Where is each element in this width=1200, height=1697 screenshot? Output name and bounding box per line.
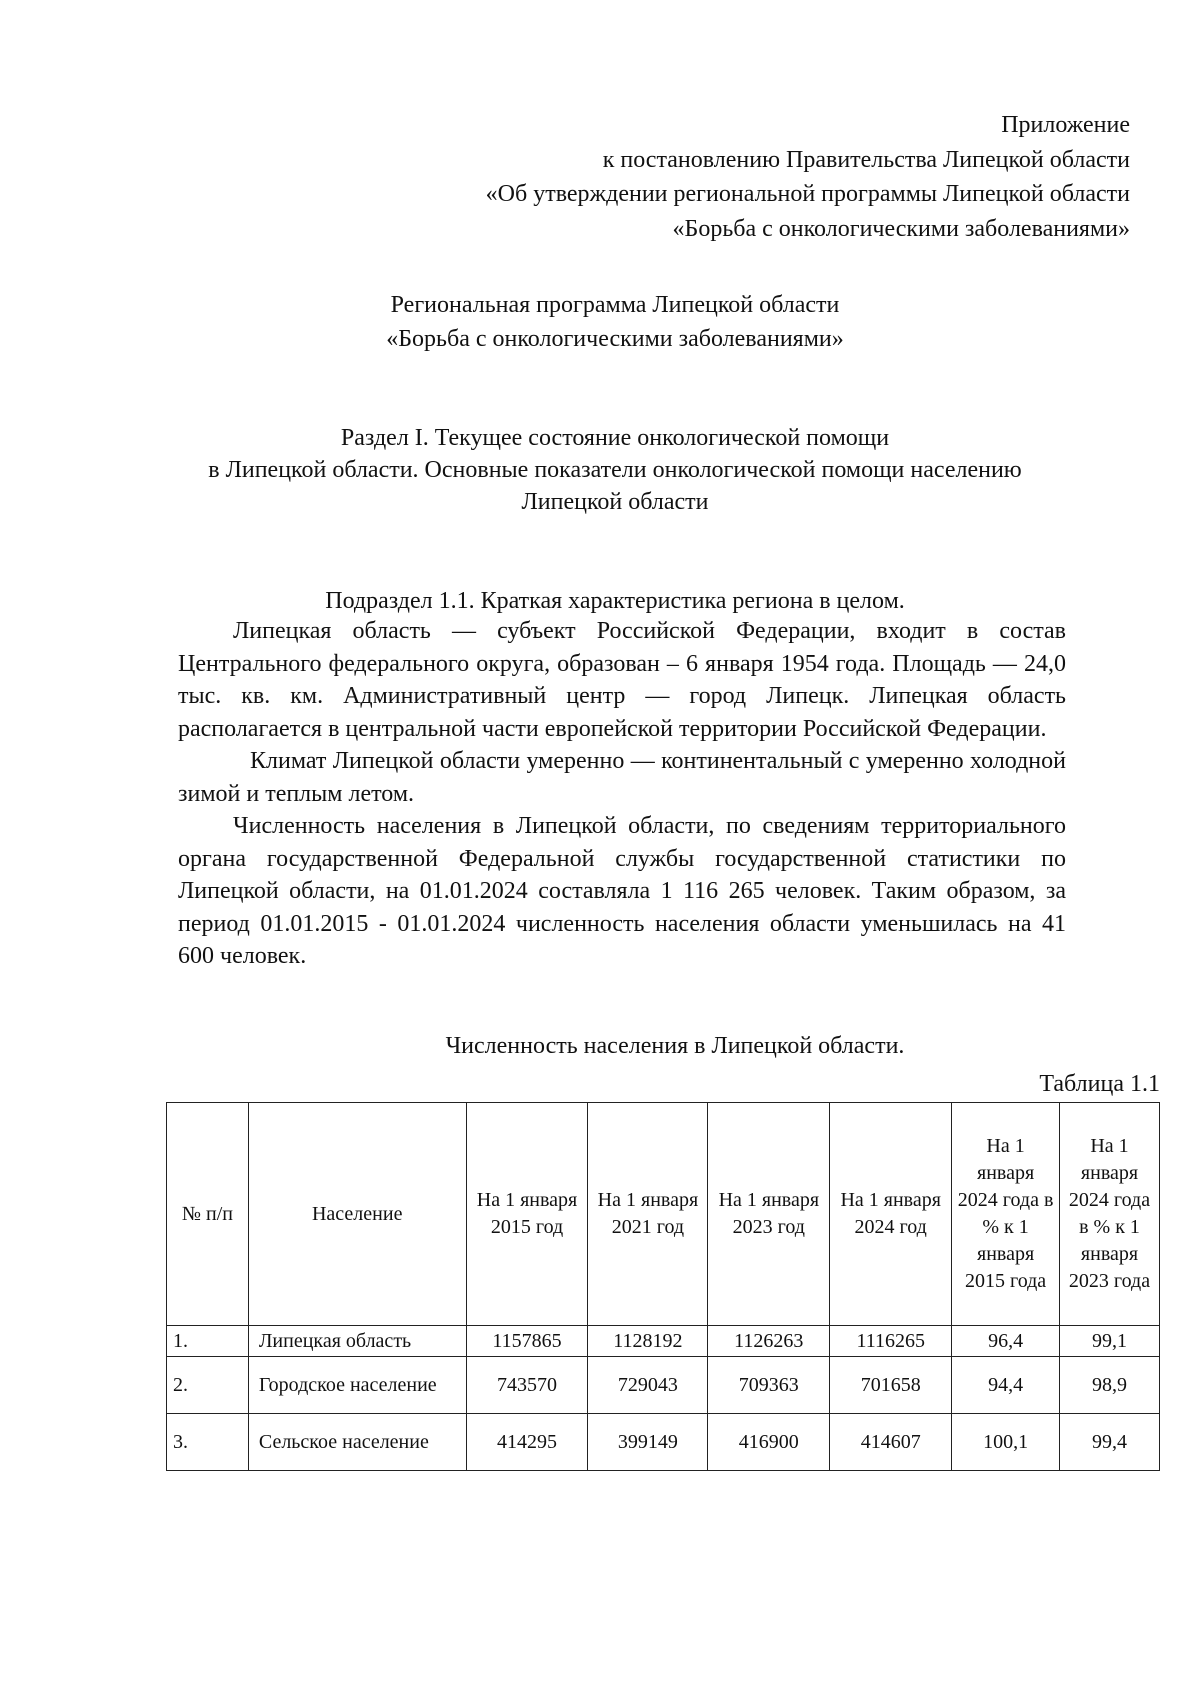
annex-line-2: к постановлению Правительства Липецкой области xyxy=(602,146,1130,173)
cell-2015: 414295 xyxy=(466,1414,588,1471)
table-caption: Численность населения в Липецкой области. xyxy=(445,1033,905,1059)
section-title-line-1: Раздел I. Текущее состояние онкологической помощи xyxy=(340,425,890,451)
cell-percent-2015: 94,4 xyxy=(952,1357,1060,1414)
annex-header xyxy=(486,108,1130,246)
program-title-line-1: Региональная программа Липецкой области xyxy=(390,292,840,318)
subsection-title: Подраздел 1.1. Краткая характеристика региона в целом. xyxy=(325,588,905,614)
annex-line-3: «Об утверждении региональной программы Липецкой области xyxy=(485,181,1130,207)
cell-2024: 701658 xyxy=(830,1357,952,1414)
cell-num: 2. xyxy=(167,1357,249,1414)
table-row xyxy=(167,1357,1160,1414)
cell-2015: 743570 xyxy=(466,1357,588,1414)
cell-percent-2015: 96,4 xyxy=(952,1326,1060,1357)
section-title-line-3: Липецкой области xyxy=(521,489,709,515)
cell-percent-2023: 98,9 xyxy=(1060,1357,1160,1414)
header-year-2021: На 1 января 2021 год xyxy=(588,1103,708,1326)
header-percent-2015: На 1 января 2024 года в % к 1 января 2015 года xyxy=(952,1103,1060,1326)
table-row xyxy=(167,1414,1160,1471)
cell-percent-2023: 99,4 xyxy=(1060,1414,1160,1471)
cell-2021: 1128192 xyxy=(588,1326,708,1357)
cell-2021: 399149 xyxy=(588,1414,708,1471)
program-title xyxy=(165,288,1065,356)
table-number: Таблица 1.1 xyxy=(1039,1071,1160,1097)
cell-name: Липецкая область xyxy=(248,1326,466,1357)
population-table xyxy=(166,1102,1160,1471)
cell-2024: 414607 xyxy=(830,1414,952,1471)
paragraph-climate: Климат Липецкой области умеренно — континентальный с умеренно холодной зимой и теплым летом. xyxy=(178,748,1066,807)
annex-line-4: «Борьба с онкологическими заболеваниями» xyxy=(672,215,1130,242)
cell-2021: 729043 xyxy=(588,1357,708,1414)
cell-num: 3. xyxy=(167,1414,249,1471)
cell-2023: 416900 xyxy=(708,1414,830,1471)
cell-percent-2015: 100,1 xyxy=(952,1414,1060,1471)
header-percent-2023: На 1 января 2024 года в % к 1 января 2023 года xyxy=(1060,1103,1160,1326)
cell-2015: 1157865 xyxy=(466,1326,588,1357)
cell-2024: 1116265 xyxy=(830,1326,952,1357)
table-row xyxy=(167,1326,1160,1357)
header-year-2024: На 1 января 2024 год xyxy=(830,1103,952,1326)
body-text xyxy=(178,615,1066,973)
header-population: Население xyxy=(248,1103,466,1326)
header-year-2015: На 1 января 2015 год xyxy=(466,1103,588,1326)
paragraph-population: Численность населения в Липецкой области, по сведениям территориального органа государственной Федеральной службы государственной статистики по Липецкой области, на 01.01.2024 составляла 1 116 265 человек. Таким образом, за период 01.01.2015 - 01.01.2024 численность населения области уменьшилась на 41 600 человек. xyxy=(178,813,1066,969)
header-year-2023: На 1 января 2023 год xyxy=(708,1103,830,1326)
annex-line-1: Приложение xyxy=(1001,112,1130,138)
section-title xyxy=(165,422,1065,518)
paragraph-region-overview: Липецкая область — субъект Российской Федерации, входит в состав Центрального федерального округа, образован – 6 января 1954 года. Площадь — 24,0 тыс. кв. км. Административный центр — город Липецк. Липецкая область располагается в центральной части европейской территории Российской Федерации. xyxy=(178,618,1066,742)
program-title-line-2: «Борьба с онкологическими заболеваниями» xyxy=(386,326,844,352)
cell-name: Городское население xyxy=(248,1357,466,1414)
cell-name: Сельское население xyxy=(248,1414,466,1471)
cell-2023: 709363 xyxy=(708,1357,830,1414)
cell-2023: 1126263 xyxy=(708,1326,830,1357)
cell-num: 1. xyxy=(167,1326,249,1357)
header-num: № п/п xyxy=(167,1103,249,1326)
table-header-row xyxy=(167,1103,1160,1326)
cell-percent-2023: 99,1 xyxy=(1060,1326,1160,1357)
section-title-line-2: в Липецкой области. Основные показатели онкологической помощи населению xyxy=(208,457,1022,483)
